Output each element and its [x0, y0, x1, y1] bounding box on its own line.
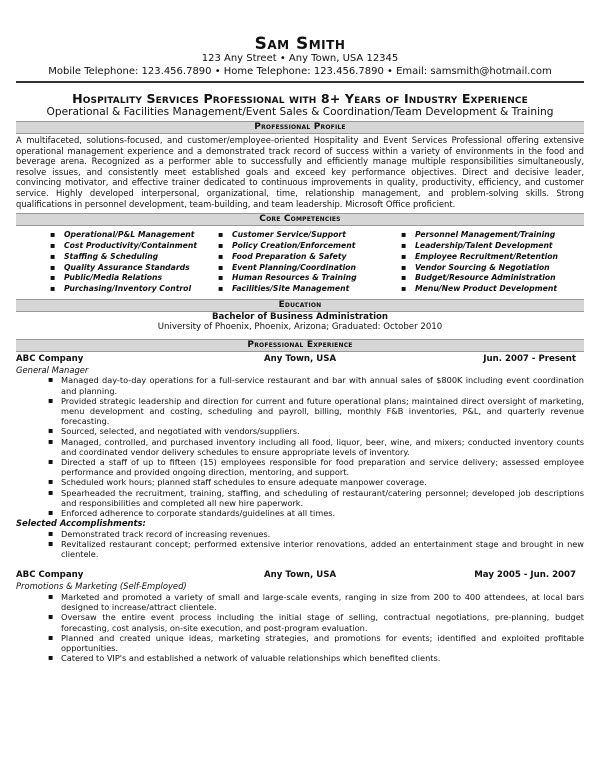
competencies-section-title [16, 213, 584, 226]
list-item: ▪ Enforced adherence to corporate standards/guidelines at all times. [48, 508, 584, 518]
competency-item: ▪ Menu/New Product Development [401, 284, 581, 295]
competency-item: ▪ Budget/Resource Administration [401, 273, 581, 284]
subheadline: Operational & Facilities Management/Event Sales & Coordination/Team Development & Training [46, 106, 554, 118]
list-item: ▪ Demonstrated track record of increasing revenues. [48, 529, 584, 539]
competency-item: ▪ Staffing & Scheduling [50, 252, 218, 263]
education-section-title [16, 299, 584, 312]
list-item: ▪ Revitalized restaurant concept; performed extensive interior renovations, added an entertainment stage and brought in new clientele. [48, 539, 584, 559]
competency-item: ▪ Operational/P&L Management [50, 230, 218, 241]
job-bullets [48, 375, 584, 518]
competencies-grid [50, 230, 584, 295]
list-item: ▪ Spearheaded the recruitment, training, staffing, and scheduling of restaurant/catering personnel; developed job descriptions and responsibilities and completed all new hire paperwork. [48, 488, 584, 508]
address-line: 123 Any Street • Any Town, USA 12345 [201, 53, 399, 64]
competency-item: ▪ Food Preparation & Safety [218, 252, 401, 263]
job-company: ABC Company [16, 353, 84, 364]
list-item: ▪ Managed, controlled, and purchased inventory including all food, liquor, beer, wine, and mixers; conducted inventory counts and coordinated vendor delivery schedules to ensure appropriate levels of inventory. [48, 437, 584, 457]
accomplishments-title: Selected Accomplishments: [16, 518, 146, 529]
list-item: ▪ Marketed and promoted a variety of small and large-scale events, ranging in size from 200 to 400 attendees, at local bars designed to increase/attract clientele. [48, 592, 584, 612]
accomplishments-list [48, 529, 584, 560]
experience-section-title [16, 339, 584, 352]
competency-item: ▪ Personnel Management/Training [401, 230, 581, 241]
competencies-title-text: Core Competencies [259, 214, 341, 225]
job-dates: Jun. 2007 - Present [483, 353, 576, 364]
education-school: University of Phoenix, Phoenix, Arizona; Graduated: October 2010 [157, 322, 443, 333]
job-title: Promotions & Marketing (Self-Employed) [16, 581, 187, 592]
competency-item: ▪ Employee Recruitment/Retention [401, 252, 581, 263]
job-location: Any Town, USA [264, 570, 337, 581]
list-item: ▪ Planned and created unique ideas, marketing strategies, and promotions for events; identified and exploited profitable opportunities. [48, 633, 584, 653]
profile-section-title [16, 121, 584, 134]
competency-item: ▪ Public/Media Relations [50, 273, 218, 284]
profile-paragraph: A multifaceted, solutions-focused, and customer/employee-oriented Hospitality and Event Services Professional offering extensive operational management experience and a demonstrated track record of success within a variety of environments in the food and beverage arena. Recognized as a performer able to successfully and efficiently manage multiple responsibilities simultaneously, resolve issues, and consistently meet established goals and exceed key performance objectives. Direct and decisive leader, convincing motivator, and effective trainer dedicated to continuous improvements in quality, productivity, efficiency, and customer service. Highly developed interpersonal, organizational, time, relationship management, and problem-solving skills. Strong qualifications in personnel development, team-building, and team leadership. Microsoft Office proficient. [16, 135, 584, 209]
competency-item: ▪ Cost Productivity/Containment [50, 241, 218, 252]
headline [0, 91, 600, 106]
education-title-text: Education [278, 299, 322, 310]
experience-title-text: Professional Experience [247, 339, 353, 350]
list-item: ▪ Oversaw the entire event process including the initial stage of selling, contractual negotiations, pre-planning, budget forecasting, cost analysis, on-site execution, and post-program evaluation. [48, 612, 584, 632]
competency-item: ▪ Vendor Sourcing & Negotiation [401, 263, 581, 274]
job-bullets [48, 592, 584, 663]
list-item: ▪ Provided strategic leadership and direction for current and future operational plans; maintained direct oversight of marketing, menu development and costing, scheduling and payroll, billing, monthly F&B inventories, P&L, and quarterly revenue forecasting. [48, 396, 584, 427]
competency-item: ▪ Event Planning/Coordination [218, 263, 401, 274]
job-dates: May 2005 - Jun. 2007 [474, 570, 576, 581]
header-divider [16, 81, 584, 83]
job-header [16, 354, 584, 365]
education-degree [0, 312, 600, 323]
profile-title-text: Professional Profile [254, 122, 346, 132]
contact-line: Mobile Telephone: 123.456.7890 • Home Telephone: 123.456.7890 • Email: samsmith@hotmail.com [48, 66, 552, 77]
job-company: ABC Company [16, 570, 84, 581]
list-item: ▪ Sourced, selected, and negotiated with vendors/suppliers. [48, 426, 584, 436]
competency-item: ▪ Customer Service/Support [218, 230, 401, 241]
competency-item: ▪ Leadership/Talent Development [401, 241, 581, 252]
candidate-name-text: Sam Smith [254, 34, 346, 54]
job-header [16, 570, 584, 581]
competency-item: ▪ Facilities/Site Management [218, 284, 401, 295]
job-location: Any Town, USA [264, 353, 337, 364]
list-item: ▪ Scheduled work hours; planned staff schedules to ensure adequate manpower coverage. [48, 477, 584, 487]
list-item: ▪ Managed day-to-day operations for a full-service restaurant and bar with annual sales of $800K including event coordination and planning. [48, 375, 584, 395]
competency-item: ▪ Quality Assurance Standards [50, 263, 218, 274]
job-title: General Manager [16, 364, 89, 375]
list-item: ▪ Catered to VIP's and established a network of valuable relationships which benefited clients. [48, 653, 584, 663]
degree-text: Bachelor of Business Administration [211, 311, 389, 322]
competency-item: ▪ Purchasing/Inventory Control [50, 284, 218, 295]
headline-text: Hospitality Services Professional with 8+ Years of Industry Experience [72, 91, 528, 106]
list-item: ▪ Directed a staff of up to fifteen (15) employees responsible for food preparation and service delivery; assessed employee performance and provided ongoing direction, mentoring, and support. [48, 457, 584, 477]
candidate-name [0, 0, 600, 52]
competency-item: ▪ Human Resources & Training [218, 273, 401, 284]
competency-item: ▪ Policy Creation/Enforcement [218, 241, 401, 252]
spacer [0, 559, 600, 568]
